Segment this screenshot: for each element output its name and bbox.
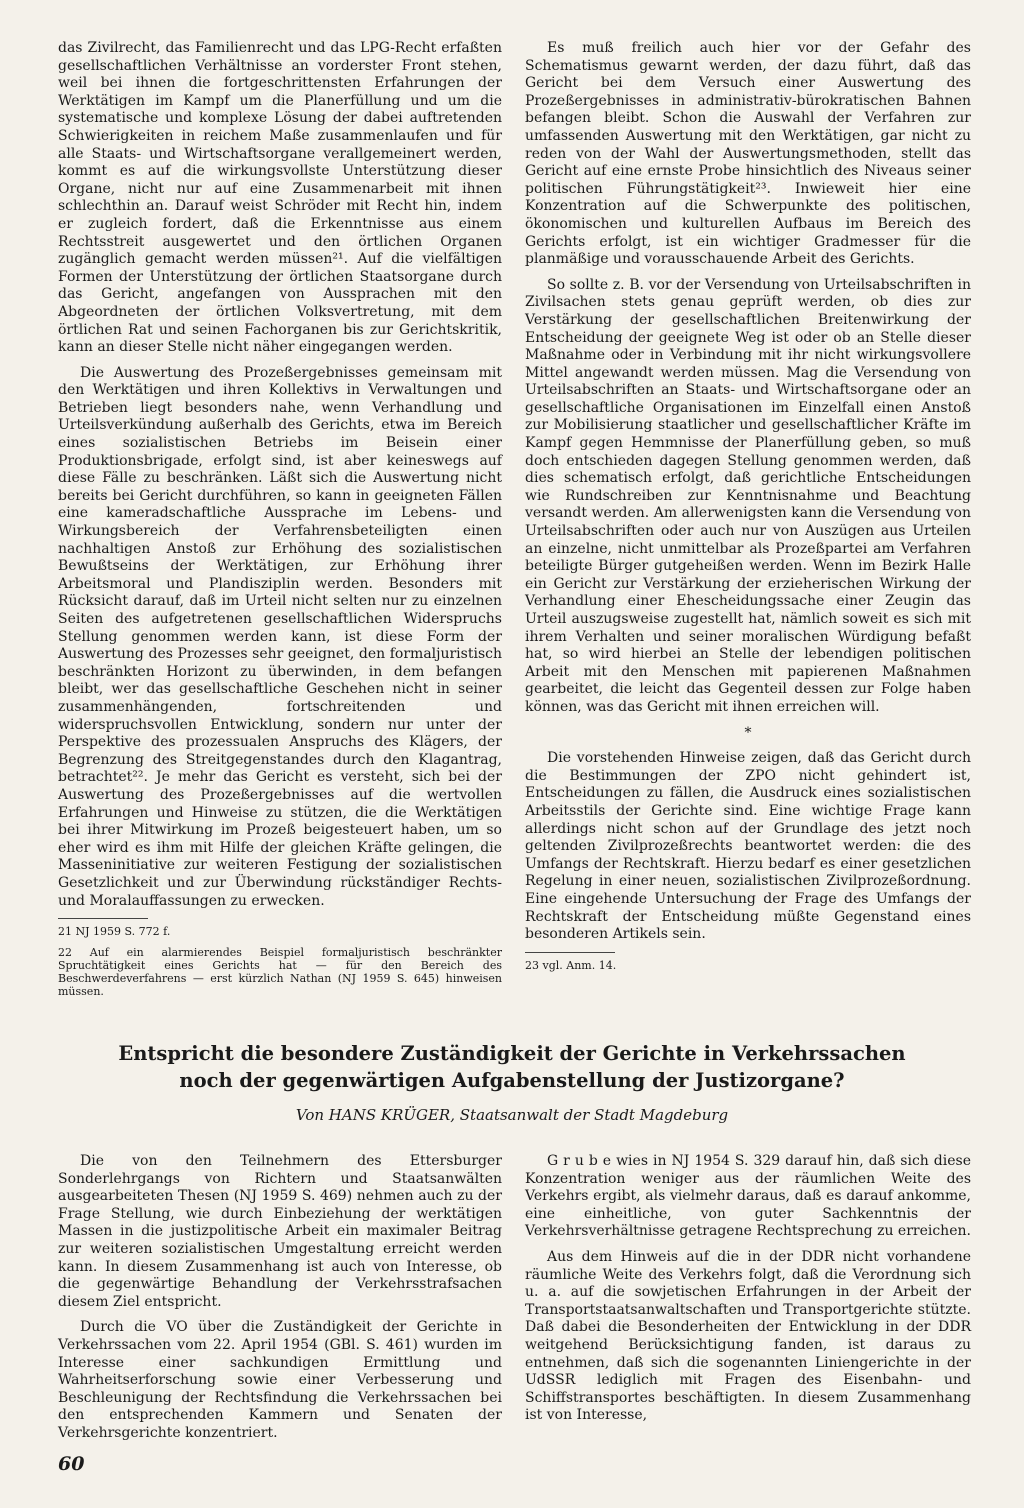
- paragraph: Die Auswertung des Prozeßergebnisses gemeinsam mit den Werktätigen und ihren Kollektivs in Verwaltungen und Betrieben liegt besonders nahe, wenn Verhandlung und Urteilsverkündung außerhalb des Gerichts, etwa im Bereich eines sozialistischen Betriebs im Beisein einer Produktionsbrigade, erfolgt sind, ist aber keineswegs auf diese Fälle zu beschränken. Läßt sich die Auswertung nicht bereits bei Gericht durchführen, so kann in geeigneten Fällen eine kameradschaftliche Aussprache im Lebens- und Wirkungsbereich der Verfahrensbeteiligten einen nachhaltigen Anstoß zur Erhöhung des sozialistischen Bewußtseins der Werktätigen, zur Erhöhung ihrer Arbeitsmoral und Plandisziplin werden. Besonders mit Rücksicht darauf, daß im Urteil nicht selten nur zu einzelnen Seiten des aufgetretenen gesellschaftlichen Widerspruchs Stellung genommen werden kann, ist diese Form der Auswertung des Prozesses sehr geeignet, den formaljuristisch beschränkten Horizont zu überwinden, in dem befangen bleibt, wer das gesellschaftliche Geschehen nicht in seiner zusammenhängenden, fortschreitenden und widerspruchsvollen Entwicklung, sondern nur unter der Perspektive des prozessualen Anspruchs des Klägers, der Begrenzung des Streitgegenstandes durch den Klagantrag, betrachtet²². Je mehr das Gericht es versteht, sich bei der Auswertung des Prozeßergebnisses auf die wertvollen Erfahrungen und Hinweise zu stützen, die die Werktätigen bei ihrer Mitwirkung im Prozeß beigesteuert haben, um so eher wird es ihm mit Hilfe der gleichen Kräfte gelingen, die Masseninitiative zur weiteren Festigung der sozialistischen Gesetzlichkeit und zur Überwindung rückständiger Rechts- und Moralauffassungen zu erwecken.: [58, 364, 502, 909]
- paragraph: So sollte z. B. vor der Versendung von Urteilsabschriften in Zivilsachen stets genau geprüft werden, ob dies zur Verstärkung der gesellschaftlichen Breitenwirkung der Entscheidung der geeignete Weg ist oder ob an Stelle dieser Maßnahme oder in Verbindung mit ihr nicht wirkungsvollere Mittel angewandt werden müssen. Mag die Versendung von Urteilsabschriften an Staats- und Wirtschaftsorgane oder an gesellschaftliche Organisationen im Einzelfall einen Anstoß zur Mobilisierung staatlicher und gesellschaftlicher Kräfte im Kampf gegen Hemmnisse der Planerfüllung geben, so muß doch entschieden dagegen Stellung genommen werden, daß dies schematisch erfolgt, daß gerichtliche Entscheidungen wie Rundschreiben zur Kenntnisnahme und Beachtung versandt werden. Am allerwenigsten kann die Versendung von Urteilsabschriften oder auch nur von Auszügen aus Urteilen an einzelne, nicht unmittelbar als Prozeßpartei am Verfahren beteiligte Bürger gutgeheißen werden. Wenn im Bezirk Halle ein Gericht zur Verstärkung der erzieherischen Wirkung der Verhandlung einer Ehescheidungssache einer Zeugin das Urteil auszugsweise zugestellt hat, nämlich soweit es sich mit ihrem Verhalten und seiner moralischen Würdigung befaßt hat, so wird hierbei an Stelle der lebendigen politischen Arbeit mit den Menschen mit papierenen Maßnahmen gearbeitet, die leicht das Gegenteil dessen zur Folge haben können, was das Gericht mit ihnen erreichen will.: [525, 276, 971, 715]
- paragraph: Aus dem Hinweis auf die in der DDR nicht vorhandene räumliche Weite des Verkehrs folgt, daß die Verordnung sich u. a. auf die sowjetischen Erfahrungen in der Arbeit der Transportstaatsanwaltschaften und Transportgerichte stützte. Daß dabei die Besonderheiten der Entwicklung in der DDR weitgehend Berücksichtigung fanden, ist daraus zu entnehmen, daß sich die sogenannten Liniengerichte in der UdSSR lediglich mit Fragen des Eisenbahn- und Schiffstransportes beschäftigten. In diesem Zusammenhang ist von Interesse,: [525, 1248, 971, 1424]
- article-title: [40, 1040, 984, 1094]
- paragraph: Die vorstehenden Hinweise zeigen, daß das Gericht durch die Bestimmungen der ZPO nicht gehindert ist, Entscheidungen zu fällen, die Ausdruck eines sozialistischen Arbeitsstils der Gerichte sind. Eine wichtige Frage kann allerdings nicht schon auf der Grundlage des jetzt noch geltenden Zivilprozeßrechts beantwortet werden: die des Umfangs der Rechtskraft. Hierzu bedarf es einer gesetzlichen Regelung in einer neuen, sozialistischen Zivilprozeßordnung. Eine eingehende Untersuchung der Frage des Umfangs der Rechtskraft der Entscheidung müßte Gegenstand eines besonderen Artikels sein.: [525, 750, 971, 943]
- article-title-line: Entspricht die besondere Zuständigkeit der Gerichte in Verkehrssachen: [118, 1042, 906, 1065]
- page-number: 60: [58, 1453, 85, 1475]
- paragraph: Durch die VO über die Zuständigkeit der Gerichte in Verkehrssachen vom 22. April 1954 (GBl. S. 461) wurden im Interesse einer sachkundigen Ermittlung und Wahrheitserforschung sowie einer Verbesserung und Beschleunigung der Rechtsfindung die Verkehrssachen bei den entsprechenden Kammern und Senaten der Verkehrsgerichte konzentriert.: [58, 1319, 502, 1441]
- paragraph: G r u b e wies in NJ 1954 S. 329 darauf hin, daß sich diese Konzentration weniger aus der räumlichen Weite des Verkehrs ergibt, als vielmehr daraus, daß es darauf ankomme, eine einheitliche, von guter Sachkenntnis der Verkehrsverhältnisse getragene Rechtsprechung zu erreichen.: [525, 1153, 971, 1240]
- paragraph: Es muß freilich auch hier vor der Gefahr des Schematismus gewarnt werden, der dazu führt, daß das Gericht bei dem Versuch einer Auswertung des Prozeßergebnisses in administrativ-bürokratischen Bahnen befangen bleibt. Schon die Auswahl der Verfahren zur umfassenden Auswertung mit den Werktätigen, gar nicht zu reden von der Wahl der Auswertungsmethoden, stellt das Gericht auf eine ernste Probe hinsichtlich des Niveaus seiner politischen Führungstätigkeit²³. Inwieweit hier eine Konzentration auf die Schwerpunkte des politischen, ökonomischen und kulturellen Aufbaus im Bereich des Gerichts erfolgt, ist ein wichtiger Gradmesser für die planmäßige und vorausschauende Arbeit des Gerichts.: [525, 40, 971, 268]
- right-column: [525, 40, 971, 980]
- left-column: [58, 40, 502, 1006]
- footnote-divider: [525, 952, 615, 953]
- footnote: 21 NJ 1959 S. 772 f.: [58, 925, 171, 939]
- section-separator: *: [744, 724, 752, 741]
- footnote: 23 vgl. Anm. 14.: [525, 958, 617, 972]
- article-byline: Von HANS KRÜGER, Staatsanwalt der Stadt Magdeburg: [295, 1106, 729, 1124]
- footnote: 22 Auf ein alarmierendes Beispiel formaljuristisch beschränkter Spruchtätigkeit eines Gerichts hat — für den Bereich des Beschwerdeverfahrens — erst kürzlich Nathan (NJ 1959 S. 645) hinweisen müssen.: [58, 946, 502, 999]
- paragraph: Die von den Teilnehmern des Ettersburger Sonderlehrgangs von Richtern und Staatsanwälten ausgearbeiteten Thesen (NJ 1959 S. 469) nehmen auch zu der Frage Stellung, wie durch Einbeziehung der werktätigen Massen in die justizpolitische Arbeit ein maximaler Beitrag zur weiteren sozialistischen Umgestaltung erreicht werden kann. In diesem Zusammenhang ist auch von Interesse, ob die gegenwärtige Behandlung der Verkehrsstrafsachen diesem Ziel entspricht.: [58, 1153, 502, 1310]
- article-title-line: noch der gegenwärtigen Aufgabenstellung der Justizorgane?: [179, 1069, 845, 1092]
- footnote-divider: [58, 918, 148, 919]
- paragraph: das Zivilrecht, das Familienrecht und das LPG-Recht erfaßten gesellschaftlichen Verhältnisse an vorderster Front stehen, weil bei ihnen die fortgeschrittensten Erfahrungen der Werktätigen im Kampf um die Planerfüllung und um die systematische und komplexe Lösung der dabei auftretenden Schwierigkeiten in reichem Maße zusammenlaufen und für alle Staats- und Wirtschaftsorgane verallgemeinert werden, kommt es auf die wirkungsvollste Unterstützung dieser Organe, nicht nur auf eine Zusammenarbeit mit ihnen schlechthin an. Darauf weist Schröder mit Recht hin, indem er zugleich fordert, daß die Erkenntnisse aus einem Rechtsstreit ausgewertet und den örtlichen Organen zugänglich gemacht werden müssen²¹. Auf die vielfältigen Formen der Unterstützung der örtlichen Staatsorgane durch das Gericht, angefangen von Aussprachen mit den Abgeordneten der örtlichen Volksvertretung, mit dem örtlichen Rat und seinen Fachorganen bis zur Gerichtskritik, kann an dieser Stelle nicht näher eingegangen werden.: [58, 40, 502, 356]
- article-left-column: [58, 1153, 502, 1451]
- article-right-column: [525, 1153, 971, 1433]
